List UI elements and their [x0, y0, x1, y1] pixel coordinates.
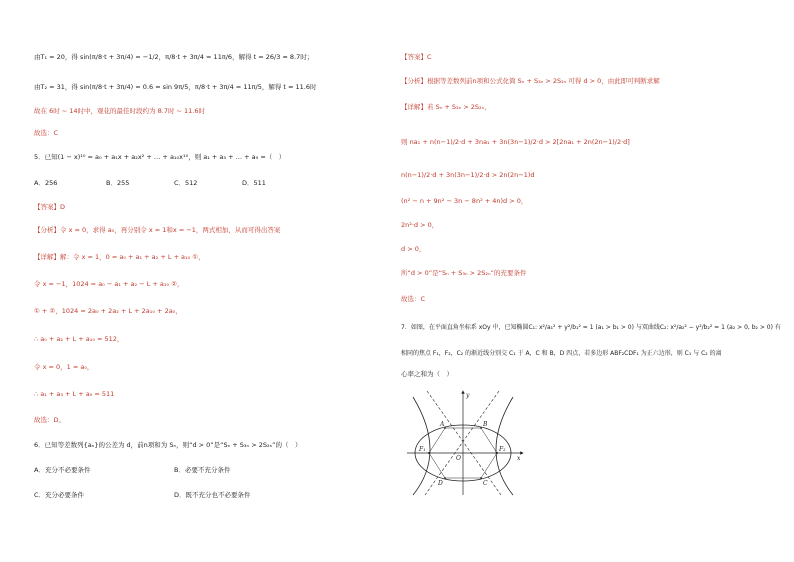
q6-option-a: A．充分不必要条件 — [34, 466, 91, 474]
q6-option-c: C．充分必要条件 — [34, 491, 85, 499]
solution-line-1: 由T₁ = 20，得 sin(π/8·t + 3π/4) = −1/2，π/8·t + 3π/4 = 11π/6，解得 t = 26/3 ≈ 8.7时； — [34, 53, 314, 61]
q5-step-6: 故选：D。 — [34, 416, 66, 424]
question-5: 5．已知(1 − x)¹⁰ = a₀ + a₁x + a₂x² + … + a₁₀x¹⁰，则 a₁ + a₃ + … + a₉ =（ ） — [34, 153, 286, 161]
q6-option-d: D．既不充分也不必要条件 — [174, 491, 251, 499]
point-f2 — [496, 452, 498, 454]
point-d — [444, 477, 446, 479]
point-f1 — [428, 452, 430, 454]
q5-option-a: A．256 — [34, 179, 58, 187]
q6-conclusion: 故选：C — [401, 295, 426, 303]
label-d: D — [438, 480, 443, 487]
label-f2: F₂ — [499, 446, 506, 453]
point-b — [480, 427, 482, 429]
label-b: B — [483, 421, 488, 428]
q5-step-2: ① + ②，1024 = 2a₀ + 2a₂ + L + 2a₁₀ + 2a₀， — [34, 307, 182, 315]
solution-line-2: 由T₂ = 31，得 sin(π/8·t + 3π/4) = 0.6 ≈ sin 9π/5，π/8·t + 3π/4 = 11π/5，解得 t ≈ 11.6时 — [34, 83, 317, 91]
label-y: y — [466, 392, 470, 399]
label-x: x — [517, 455, 521, 462]
solution-line-3: 故在 6时 ~ 14时中，观花的最佳时段约为 8.7时 ~ 11.6时 — [34, 107, 206, 115]
q5-option-c: C．512 — [174, 179, 198, 187]
ellipse-hyperbola-figure — [405, 387, 527, 497]
label-a: A — [440, 421, 445, 428]
q5-detail: 【详解】解：令 x = 1，0 = a₀ + a₁ + a₂ + L + a₁₀ ①， — [34, 253, 205, 261]
q6-step-2: n(n−1)/2·d + 3n(3n−1)/2·d > 2n(2n−1)d — [401, 171, 535, 179]
q6-step-5: d > 0， — [401, 245, 426, 253]
point-a — [444, 427, 446, 429]
q6-analysis: 【分析】根据等差数列前n项和公式化简 Sₙ + S₃ₙ > 2S₂ₙ 可得 d > 0，由此即可判断求解 — [401, 77, 660, 85]
point-c — [480, 477, 482, 479]
question-7-line-2: 相同的焦点 F₁，F₂，C₂ 的渐近线分别交 C₁ 于 A，C 和 B，D 四点，若多边形 ABF₂CDF₁ 为正六边形，则 C₁ 与 C₂ 的离 — [401, 350, 722, 357]
question-6: 6．已知等差数列{aₙ}的公差为 d，前n项和为 Sₙ，则“d > 0”是“Sₙ + S₃ₙ > 2S₂ₙ”的（ ） — [34, 441, 302, 449]
q6-step-1: 则 na₁ + n(n−1)/2·d + 3na₁ + 3n(3n−1)/2·d > 2[2na₁ + 2n(2n−1)/2·d] — [401, 138, 630, 146]
question-7-line-3: 心率之和为（ ） — [401, 370, 453, 378]
q6-answer: 【答案】C — [401, 53, 432, 61]
q6-detail: 【详解】若 Sₙ + S₃ₙ > 2S₂ₙ， — [401, 103, 491, 111]
q6-step-3: (n² − n + 9n² − 3n − 8n² + 4n)d > 0， — [401, 197, 528, 205]
q6-step-4: 2n²·d > 0， — [401, 221, 439, 229]
q5-option-b: B．255 — [106, 179, 130, 187]
q5-step-1: 令 x = −1，1024 = a₀ − a₁ + a₂ − L + a₁₀ ②， — [34, 280, 184, 288]
q6-step-6: 所“d > 0”是“Sₙ + S₃ₙ > 2S₂ₙ”的充要条件 — [401, 269, 527, 277]
q6-option-b: B．必要不充分条件 — [174, 466, 231, 474]
q5-answer: 【答案】D — [34, 203, 66, 211]
asymptote-2 — [425, 391, 499, 495]
answer-choice-line: 故选：C — [34, 129, 59, 137]
q5-option-d: D．511 — [242, 179, 266, 187]
q5-analysis: 【分析】令 x = 0，求得 a₀，再分别令 x = 1和x = −1，两式相加，从而可得出答案 — [34, 226, 281, 234]
label-c: C — [483, 480, 488, 487]
q5-step-5: ∴ a₁ + a₃ + L + a₉ = 511 — [34, 390, 115, 398]
label-f1: F₁ — [419, 446, 426, 453]
label-o: O — [456, 455, 461, 462]
question-7-line-1: 7．如图，在平面直角坐标系 xOy 中，已知椭圆C₁: x²/a₁² + y²/b₁² = 1 (a₁ > b₁ > 0) 与双曲线C₂: x²/a₂² − y²/b₂² = 1 (a₂ > 0, b₂ > 0) 有 — [401, 324, 781, 331]
q5-step-3: ∴ a₀ + a₂ + L + a₁₀ = 512， — [34, 335, 124, 343]
q5-step-4: 令 x = 0，1 = a₀， — [34, 363, 94, 371]
